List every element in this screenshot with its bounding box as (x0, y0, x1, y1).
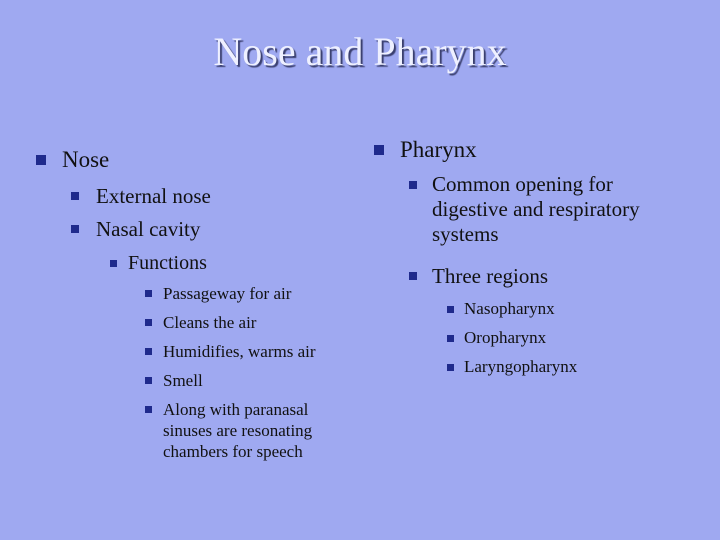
bullet-icon (447, 306, 454, 313)
bullet-icon (447, 335, 454, 342)
nose-heading: Nose (62, 147, 110, 172)
bullet-icon (71, 225, 79, 233)
bullet-icon (409, 272, 417, 280)
bullet-icon (110, 260, 117, 267)
functions-heading: Functions (128, 252, 207, 274)
slide-title: Nose and Pharynx (213, 29, 507, 74)
list-item: Oropharynx (464, 328, 547, 347)
bullet-icon (145, 290, 152, 297)
bullet-icon (447, 364, 454, 371)
list-item: Nasopharynx (464, 299, 555, 318)
list-item: Along with paranasal sinuses are resonating chambers for speech (163, 400, 313, 461)
bullet-icon (145, 377, 152, 384)
list-item: Nasal cavity (96, 217, 201, 241)
bullet-icon (409, 181, 417, 189)
list-item: Cleans the air (163, 313, 257, 332)
bullet-icon (145, 319, 152, 326)
bullet-icon (145, 406, 152, 413)
list-item: Smell (163, 371, 203, 390)
bullet-icon (374, 145, 384, 155)
list-item: Passageway for air (163, 284, 292, 303)
bullet-icon (145, 348, 152, 355)
pharynx-heading: Pharynx (400, 137, 477, 162)
list-item: Three regions (432, 264, 549, 288)
list-item: Laryngopharynx (464, 357, 578, 376)
list-item: External nose (96, 184, 211, 208)
list-item: Humidifies, warms air (163, 342, 316, 361)
bullet-icon (71, 192, 79, 200)
bullet-icon (36, 155, 46, 165)
list-item: Common opening for digestive and respiratory systems (432, 172, 640, 246)
